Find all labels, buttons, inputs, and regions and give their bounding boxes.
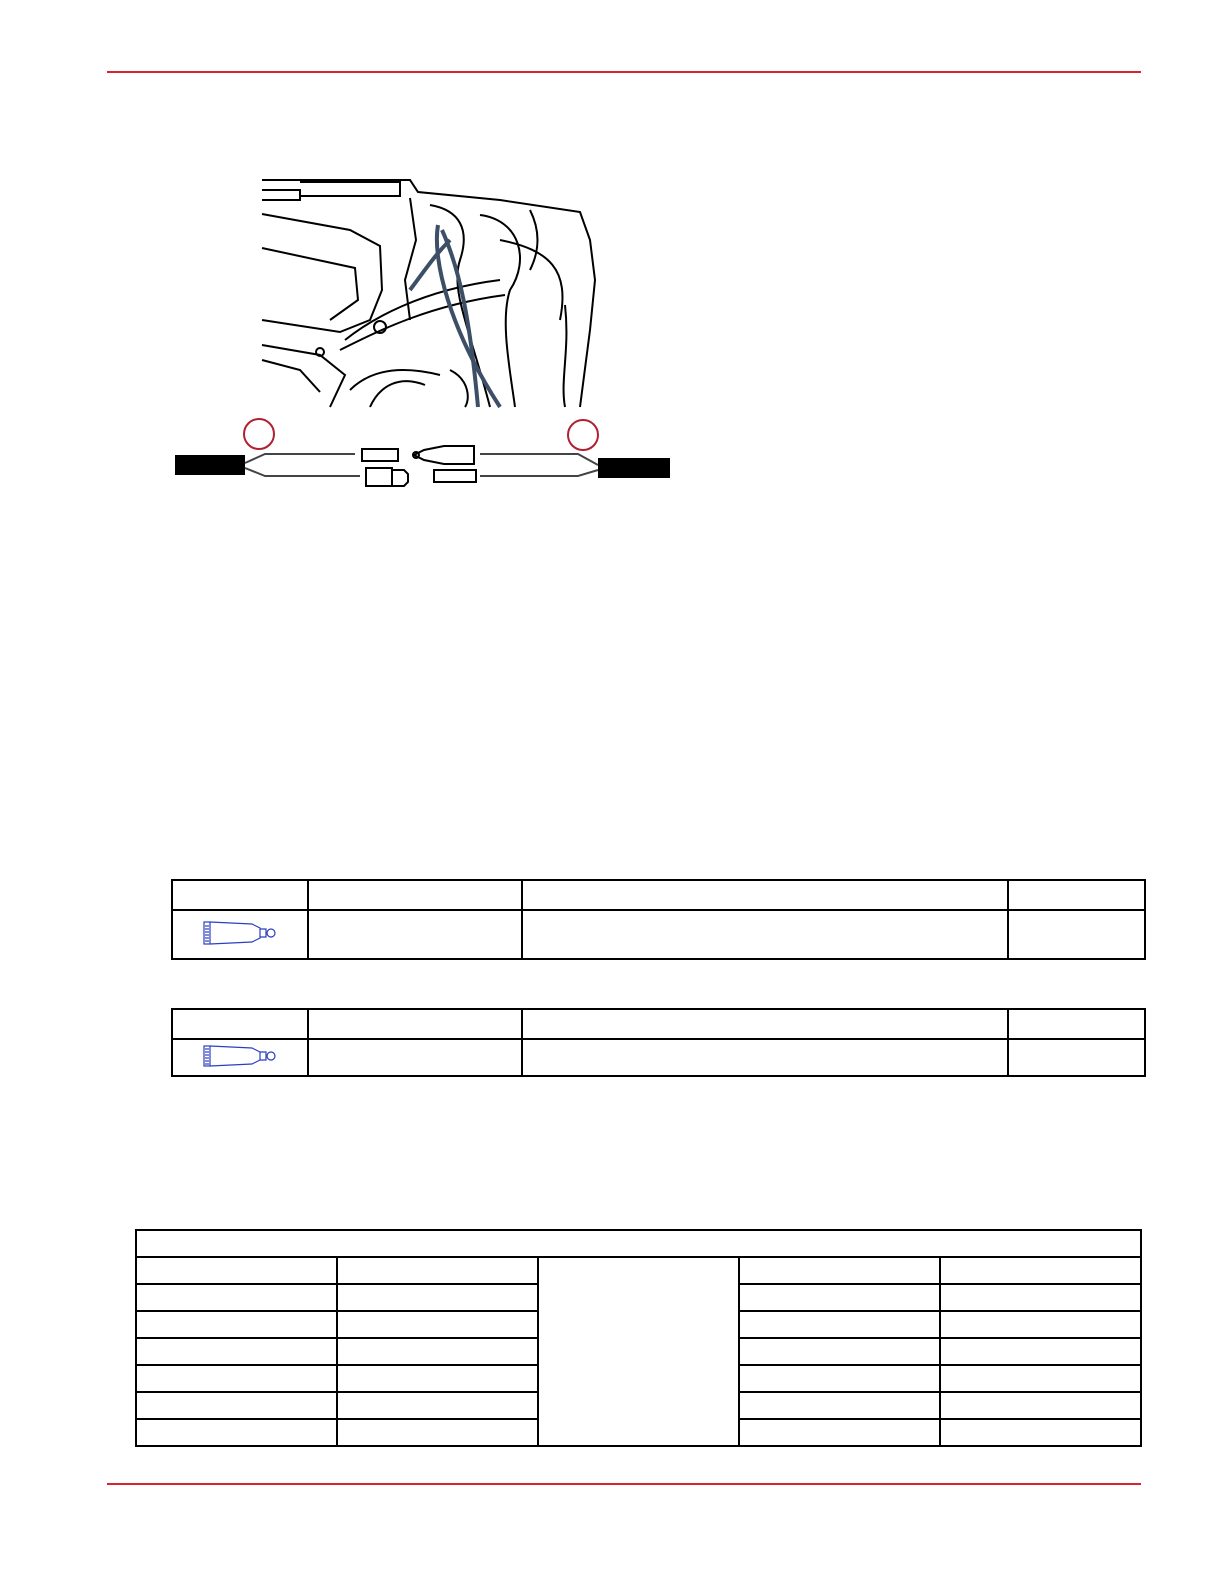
- table-cell: [308, 1039, 522, 1076]
- footer-rule: [107, 1483, 1141, 1485]
- table-cell: [337, 1311, 538, 1338]
- table-cell: [940, 1338, 1141, 1365]
- right-cable-icon: [598, 458, 670, 478]
- table-cell: [522, 1039, 1008, 1076]
- lubricant-table: [171, 1008, 1146, 1077]
- table-cell: [1008, 1039, 1145, 1076]
- table-cell: [136, 1365, 337, 1392]
- header-cell: [308, 880, 522, 910]
- grease-tube-icon: [202, 918, 278, 948]
- table-cell: [739, 1365, 940, 1392]
- header-cell: [522, 1009, 1008, 1039]
- table-cell: [136, 1311, 337, 1338]
- table-cell: [337, 1257, 538, 1284]
- table-cell: [337, 1365, 538, 1392]
- table-cell: [739, 1284, 940, 1311]
- icon-cell: [172, 910, 308, 959]
- table-cell: [136, 1392, 337, 1419]
- header-cell: [522, 880, 1008, 910]
- table-cell: [337, 1392, 538, 1419]
- table-cell: [136, 1257, 337, 1284]
- table-cell: [1008, 910, 1145, 959]
- table-cell: [136, 1284, 337, 1311]
- table-cell: [940, 1392, 1141, 1419]
- table-cell: [522, 910, 1008, 959]
- table-title: [136, 1230, 1141, 1257]
- header-cell: [1008, 880, 1145, 910]
- header-cell: [308, 1009, 522, 1039]
- table-header-row: [172, 880, 1145, 910]
- table-row: [172, 1039, 1145, 1076]
- table-cell: [739, 1257, 940, 1284]
- table-cell: [739, 1338, 940, 1365]
- table-row: [136, 1257, 1141, 1284]
- table-cell: [940, 1257, 1141, 1284]
- table-cell: [940, 1365, 1141, 1392]
- table-cell: [940, 1284, 1141, 1311]
- table-cell: [337, 1419, 538, 1446]
- left-cable-icon: [175, 455, 245, 475]
- callout-1-icon: [244, 419, 274, 449]
- connector-pair-icon: [362, 446, 476, 486]
- table-cell: [136, 1338, 337, 1365]
- grease-tube-icon: [202, 1043, 278, 1069]
- table-cell: [308, 910, 522, 959]
- icon-cell: [172, 1039, 308, 1076]
- lubricant-table: [171, 879, 1146, 960]
- table-cell: [739, 1311, 940, 1338]
- callout-2-icon: [568, 420, 598, 450]
- table-title-row: [136, 1230, 1141, 1257]
- table-cell: [136, 1419, 337, 1446]
- header-cell: [172, 880, 308, 910]
- header-cell: [172, 1009, 308, 1039]
- table-row: [172, 910, 1145, 959]
- table-header-row: [172, 1009, 1145, 1039]
- wiring-harness-illustration: [170, 170, 680, 490]
- header-rule: [107, 71, 1141, 73]
- table-cell: [337, 1338, 538, 1365]
- table-cell: [940, 1311, 1141, 1338]
- table-cell: [739, 1419, 940, 1446]
- header-cell: [1008, 1009, 1145, 1039]
- table-cell: [739, 1392, 940, 1419]
- table-cell: [337, 1284, 538, 1311]
- table-cell: [940, 1419, 1141, 1446]
- table-merged-cell: [538, 1257, 739, 1446]
- reference-table: [135, 1229, 1142, 1447]
